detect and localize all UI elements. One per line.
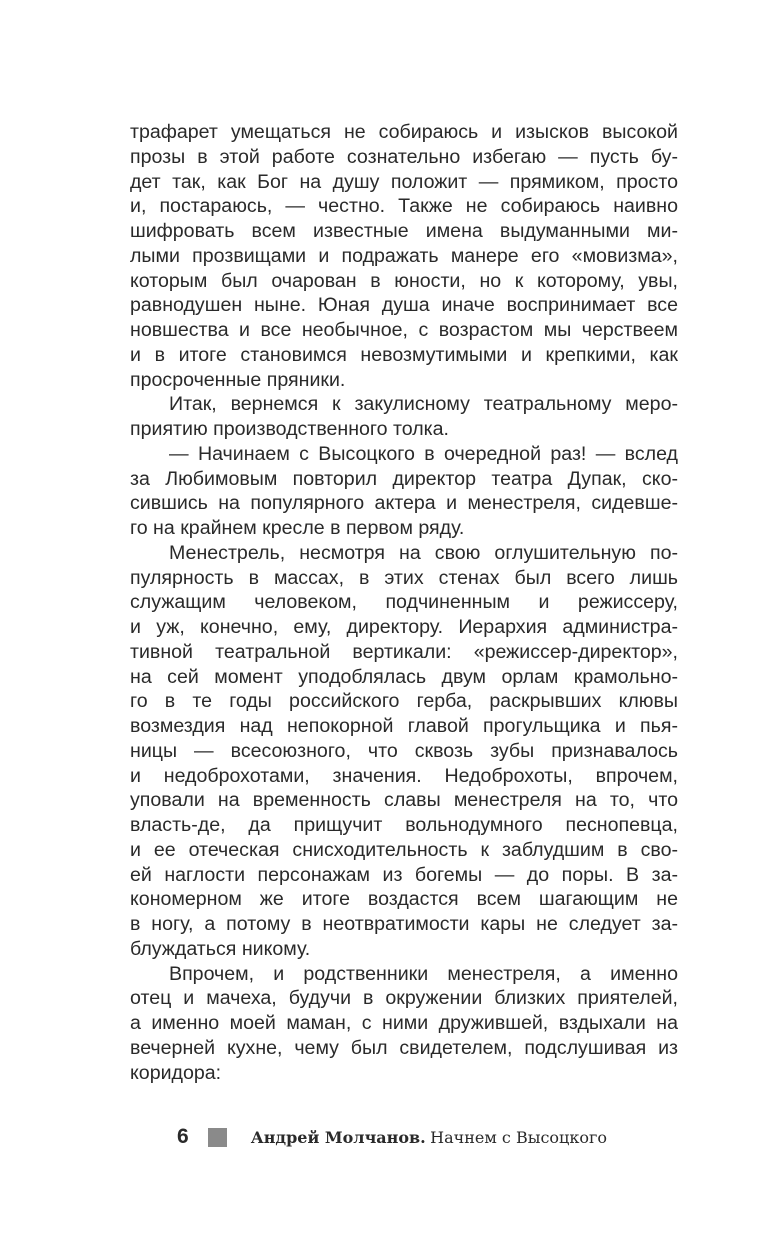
text-line: Итак, вернемся к закулисному театральному меро- xyxy=(169,393,678,416)
text-line: отец и мачеха, будучи в окружении близких приятелей, xyxy=(130,987,678,1010)
text-line: возмездия над непокорной главой прогульщика и пья- xyxy=(130,715,678,737)
text-line: сившись на популярного актера и менестреля, сидевше- xyxy=(130,492,678,515)
text-line: ей наглости персонажам из богемы — до поры. В за- xyxy=(130,863,678,886)
text-line: и ее отеческая снисходительность к заблудшим в сво- xyxy=(130,838,678,861)
text-line: которым был очарован в юности, но к которому, увы, xyxy=(130,269,678,292)
text-line: просроченные пряники. xyxy=(130,368,346,391)
text-line: пулярность в массах, в этих стенах был всего лишь xyxy=(130,566,678,589)
text-line: за Любимовым повторил директор театра Дупак, ско- xyxy=(130,467,678,490)
footer-book-title: Начнем с Высоцкого xyxy=(430,1127,607,1147)
text-line: трафарет умещаться не собираюсь и изысков высокой xyxy=(130,121,678,143)
text-line: кономерном же итоге воздастся всем шагающим не xyxy=(130,888,678,911)
text-line: ницы — всесоюзного, что сквозь зубы признавалось xyxy=(130,739,678,762)
text-line: и недоброхотами, значения. Недоброхоты, впрочем, xyxy=(130,764,678,787)
text-line: Менестрель, несмотря на свою оглушительную по- xyxy=(169,541,678,564)
text-line: лыми прозвищами и подражать манере его «мовизма», xyxy=(130,244,678,267)
text-line: прозы в этой работе сознательно избегаю — пусть бу- xyxy=(130,145,678,168)
book-text-body xyxy=(130,120,678,1085)
footer-author: Андрей Молчанов. xyxy=(250,1127,426,1147)
text-line: Впрочем, и родственники менестреля, а именно xyxy=(169,962,678,985)
text-line: го на крайнем кресле в первом ряду. xyxy=(130,517,465,539)
text-line: и, постараюсь, — честно. Также не собираюсь наивно xyxy=(130,195,678,218)
page-footer xyxy=(177,1123,607,1151)
text-line: равнодушен ныне. Юная душа иначе воспринимает все xyxy=(130,294,678,317)
text-line: дет так, как Бог на душу положит — прямиком, просто xyxy=(130,170,678,193)
text-line: го в те годы российского герба, раскрывших клювы xyxy=(130,690,678,713)
text-line: вечерней кухне, чему был свидетелем, подслушивая из xyxy=(130,1036,678,1059)
page-number: 6 xyxy=(177,1125,189,1148)
text-line: приятию производственного толка. xyxy=(130,418,449,440)
text-line: служащим человеком, подчиненным и режиссеру, xyxy=(130,591,678,614)
text-line: на сей момент уподоблялась двум орлам крамольно- xyxy=(130,665,678,688)
text-line: а именно моей маман, с ними дружившей, вздыхали на xyxy=(130,1012,678,1034)
text-line: блуждаться никому. xyxy=(130,937,311,960)
text-line: и в итоге становимся невозмутимыми и крепкими, как xyxy=(130,343,678,366)
text-line: уповали на временность славы менестреля на то, что xyxy=(130,789,678,812)
text-line: коридора: xyxy=(130,1061,222,1084)
text-line: власть-де, да прищучит вольнодумного песнопевца, xyxy=(130,814,678,836)
text-line: тивной театральной вертикали: «режиссер-директор», xyxy=(130,640,678,663)
text-line: в ногу, а потому в неотвратимости кары не следует за- xyxy=(130,913,678,935)
text-line: новшества и все необычное, с возрастом мы черствеем xyxy=(130,319,678,341)
square-marker-icon xyxy=(208,1128,227,1147)
text-line: — Начинаем с Высоцкого в очередной раз! — вслед xyxy=(169,442,678,465)
text-line: и уж, конечно, ему, директору. Иерархия администра- xyxy=(130,616,678,638)
text-line: шифровать всем известные имена выдуманными ми- xyxy=(130,220,678,242)
